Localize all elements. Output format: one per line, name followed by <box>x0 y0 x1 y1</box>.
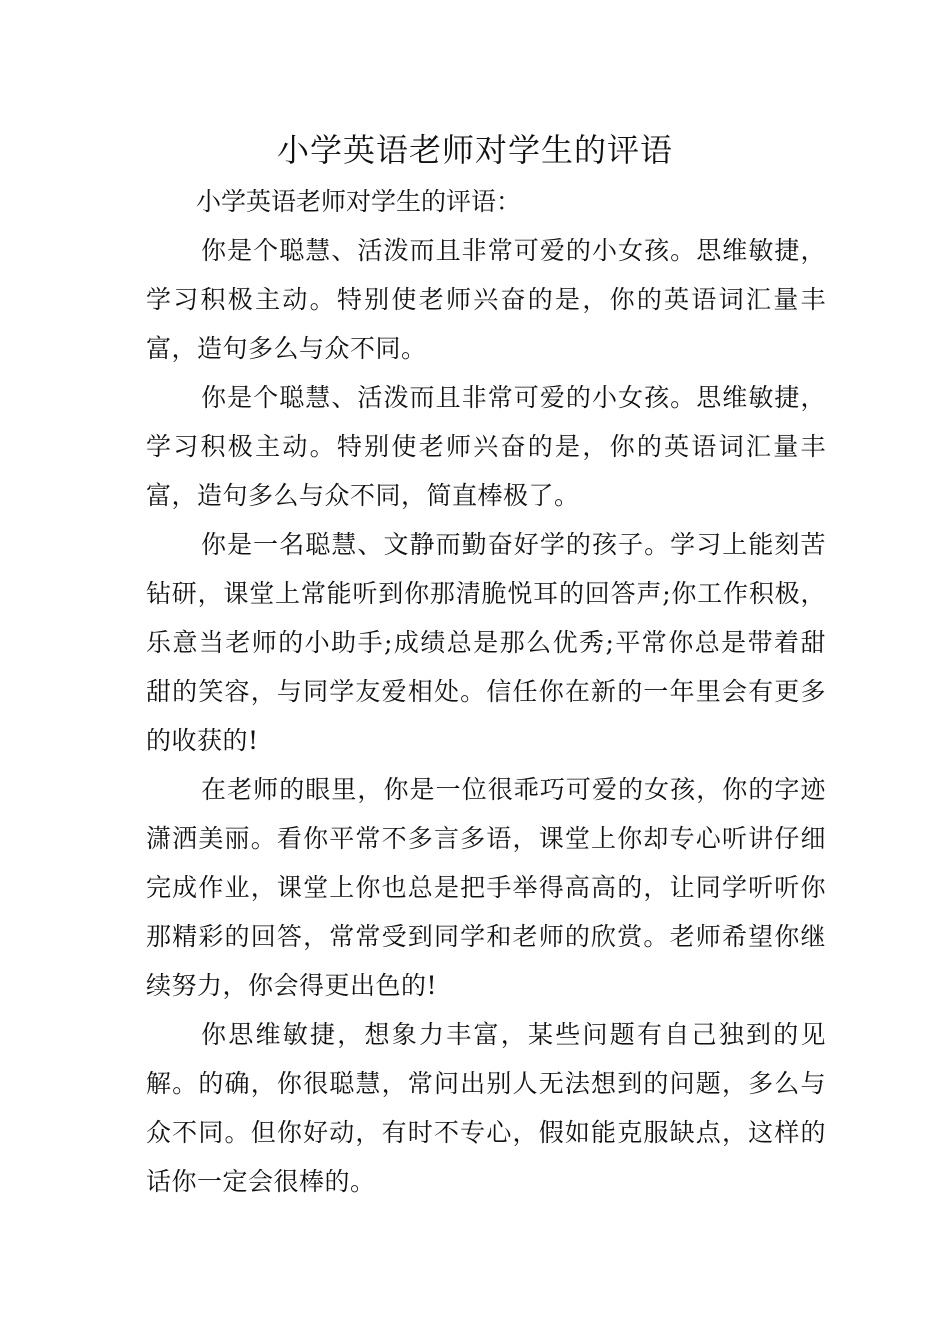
intro-line: 小学英语老师对学生的评语： <box>196 187 522 216</box>
document-title: 小学英语老师对学生的评语 <box>276 131 673 169</box>
paragraph: 你思维敏捷，想象力丰富，某些问题有自己独到的见解。的确，你很聪慧，常问出别人无法想到的问题，多么与众不同。但你好动，有时不专心，假如能克服缺点，这样的话你一定会很棒的。 <box>146 1020 826 1196</box>
paragraph: 你是一名聪慧、文静而勤奋好学的孩子。学习上能刻苦钻研，课堂上常能听到你那清脆悦耳的回答声;你工作积极，乐意当老师的小助手;成绩总是那么优秀;平常你总是带着甜甜的笑容，与同学友爱相处。信任你在新的一年里会有更多的收获的! <box>146 530 826 755</box>
paragraph: 在老师的眼里，你是一位很乖巧可爱的女孩，你的字迹潇洒美丽。看你平常不多言多语，课堂上你却专心听讲仔细完成作业，课堂上你也总是把手举得高高的，让同学听听你那精彩的回答，常常受到同学和老师的欣赏。老师希望你继续努力，你会得更出色的! <box>146 775 826 1000</box>
document-body <box>146 226 826 1206</box>
paragraph: 你是个聪慧、活泼而且非常可爱的小女孩。思维敏捷，学习积极主动。特别使老师兴奋的是，你的英语词汇量丰富，造句多么与众不同。 <box>146 236 826 363</box>
paragraph: 你是个聪慧、活泼而且非常可爱的小女孩。思维敏捷，学习积极主动。特别使老师兴奋的是，你的英语词汇量丰富，造句多么与众不同，简直棒极了。 <box>146 383 826 510</box>
